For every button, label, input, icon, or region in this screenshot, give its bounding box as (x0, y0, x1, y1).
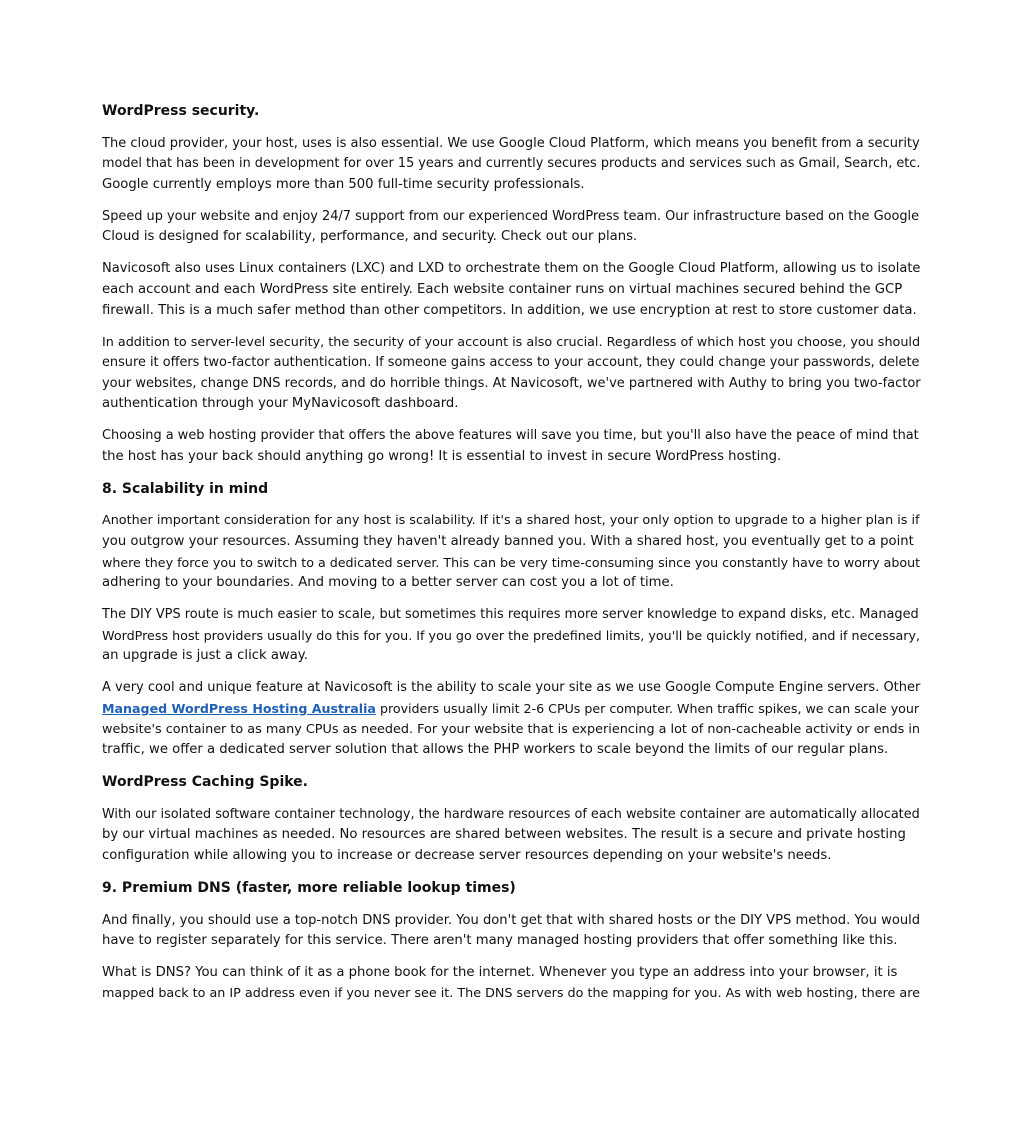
managed-wordpress-hosting-link[interactable]: Managed WordPress Hosting Australia (102, 700, 376, 716)
text-line: Google currently employs more than 500 full-time security professionals. (102, 176, 585, 192)
text-line: Navicosoft also uses Linux containers (LXC) and LXD to orchestrate them on the Google Cloud Platform, allowing us to isolate (102, 261, 921, 277)
text-line (102, 699, 924, 720)
paragraph-with-link (102, 678, 924, 760)
text-line: by our virtual machines as needed. No resources are shared between websites. The result is a secure and private hosting (102, 827, 906, 843)
text-line: The DIY VPS route is much easier to scale, but sometimes this requires more server knowledge to expand disks, etc. Managed (102, 607, 919, 623)
text-line: an upgrade is just a click away. (102, 648, 308, 664)
paragraph (102, 207, 924, 248)
text-line: traffic, we offer a dedicated server solution that allows the PHP workers to scale beyond the limits of our regular plans. (102, 742, 889, 758)
text-line: model that has been in development for over 15 years and currently secures products and services such as Gmail, Search, etc. (102, 156, 921, 172)
text-line: firewall. This is a much safer method than other competitors. In addition, we use encryption at rest to store customer data. (102, 302, 917, 318)
section-heading-wordpress-security: WordPress security. (102, 103, 260, 119)
text-line: With our isolated software container technology, the hardware resources of each website container are automatically allocated (102, 806, 920, 822)
text-line: Speed up your website and enjoy 24/7 support from our experienced WordPress team. Our infrastructure based on the Google (102, 208, 920, 224)
text-line: ensure it offers two-factor authentication. If someone gains access to your account, they could change your passwords, delete (102, 355, 920, 371)
text-line: adhering to your boundaries. And moving to a better server can cost you a lot of time. (102, 575, 674, 591)
text-line: What is DNS? You can think of it as a phone book for the internet. Whenever you type an address into your browser, it is (102, 965, 898, 981)
text-line: website's container to as many CPUs as needed. For your website that is experiencing a lot of non-cacheable activity or ends in (102, 721, 921, 737)
paragraph (102, 426, 924, 467)
text-line: A very cool and unique feature at Navicosoft is the ability to scale your site as we use Google Compute Engine servers. Other (102, 680, 921, 696)
paragraph (102, 963, 924, 1004)
text-line: The cloud provider, your host, uses is also essential. We use Google Cloud Platform, which means you benefit from a security (102, 135, 920, 151)
text-line: Cloud is designed for scalability, performance, and security. Check out our plans. (102, 229, 638, 245)
text-line: you outgrow your resources. Assuming they haven't already banned you. With a shared host, you eventually get to a point (102, 534, 914, 550)
text-line: mapped back to an IP address even if you never see it. The DNS servers do the mapping for you. As with web hosting, there are (102, 985, 921, 1001)
section-heading-scalability: 8. Scalability in mind (102, 480, 269, 497)
paragraph (102, 911, 924, 952)
text-line: where they force you to switch to a dedicated server. This can be very time-consuming since you constantly have to worry about (102, 554, 921, 570)
text-line: authentication through your MyNavicosoft dashboard. (102, 396, 459, 412)
text-line: each account and each WordPress site entirely. Each website container runs on virtual machines secured behind the GCP (102, 281, 903, 297)
text-line: Choosing a web hosting provider that offers the above features will save you time, but you'll also have the peace of mind that (102, 428, 919, 444)
text-line: And finally, you should use a top-notch DNS provider. You don't get that with shared hosts or the DIY VPS method. You would (102, 912, 921, 928)
section-heading-caching-spike: WordPress Caching Spike. (102, 774, 308, 791)
paragraph (102, 511, 924, 593)
paragraph (102, 333, 924, 415)
paragraph (102, 605, 924, 667)
text-fragment: providers usually limit 2-6 CPUs per computer. When traffic spikes, we can scale your (375, 700, 920, 716)
paragraph (102, 805, 924, 867)
text-line: Another important consideration for any host is scalability. If it's a shared host, your only option to upgrade to a higher plan is if (102, 513, 920, 529)
paragraph (102, 259, 924, 321)
document-page (102, 101, 924, 1016)
text-line: In addition to server-level security, the security of your account is also crucial. Regardless of which host you choose, you should (102, 334, 921, 350)
text-line: WordPress host providers usually do this for you. If you go over the predefined limits, you'll be quickly notified, and if necessary, (102, 627, 921, 643)
section-heading-premium-dns: 9. Premium DNS (faster, more reliable lookup times) (102, 879, 516, 896)
paragraph (102, 134, 924, 196)
text-line: your websites, change DNS records, and do horrible things. At Navicosoft, we've partnered with Authy to bring you two-factor (102, 375, 921, 391)
text-line: the host has your back should anything go wrong! It is essential to invest in secure WordPress hosting. (102, 448, 782, 464)
text-line: have to register separately for this service. There aren't many managed hosting providers that offer something like this. (102, 933, 898, 949)
text-line: configuration while allowing you to increase or decrease server resources depending on your website's needs. (102, 847, 832, 863)
